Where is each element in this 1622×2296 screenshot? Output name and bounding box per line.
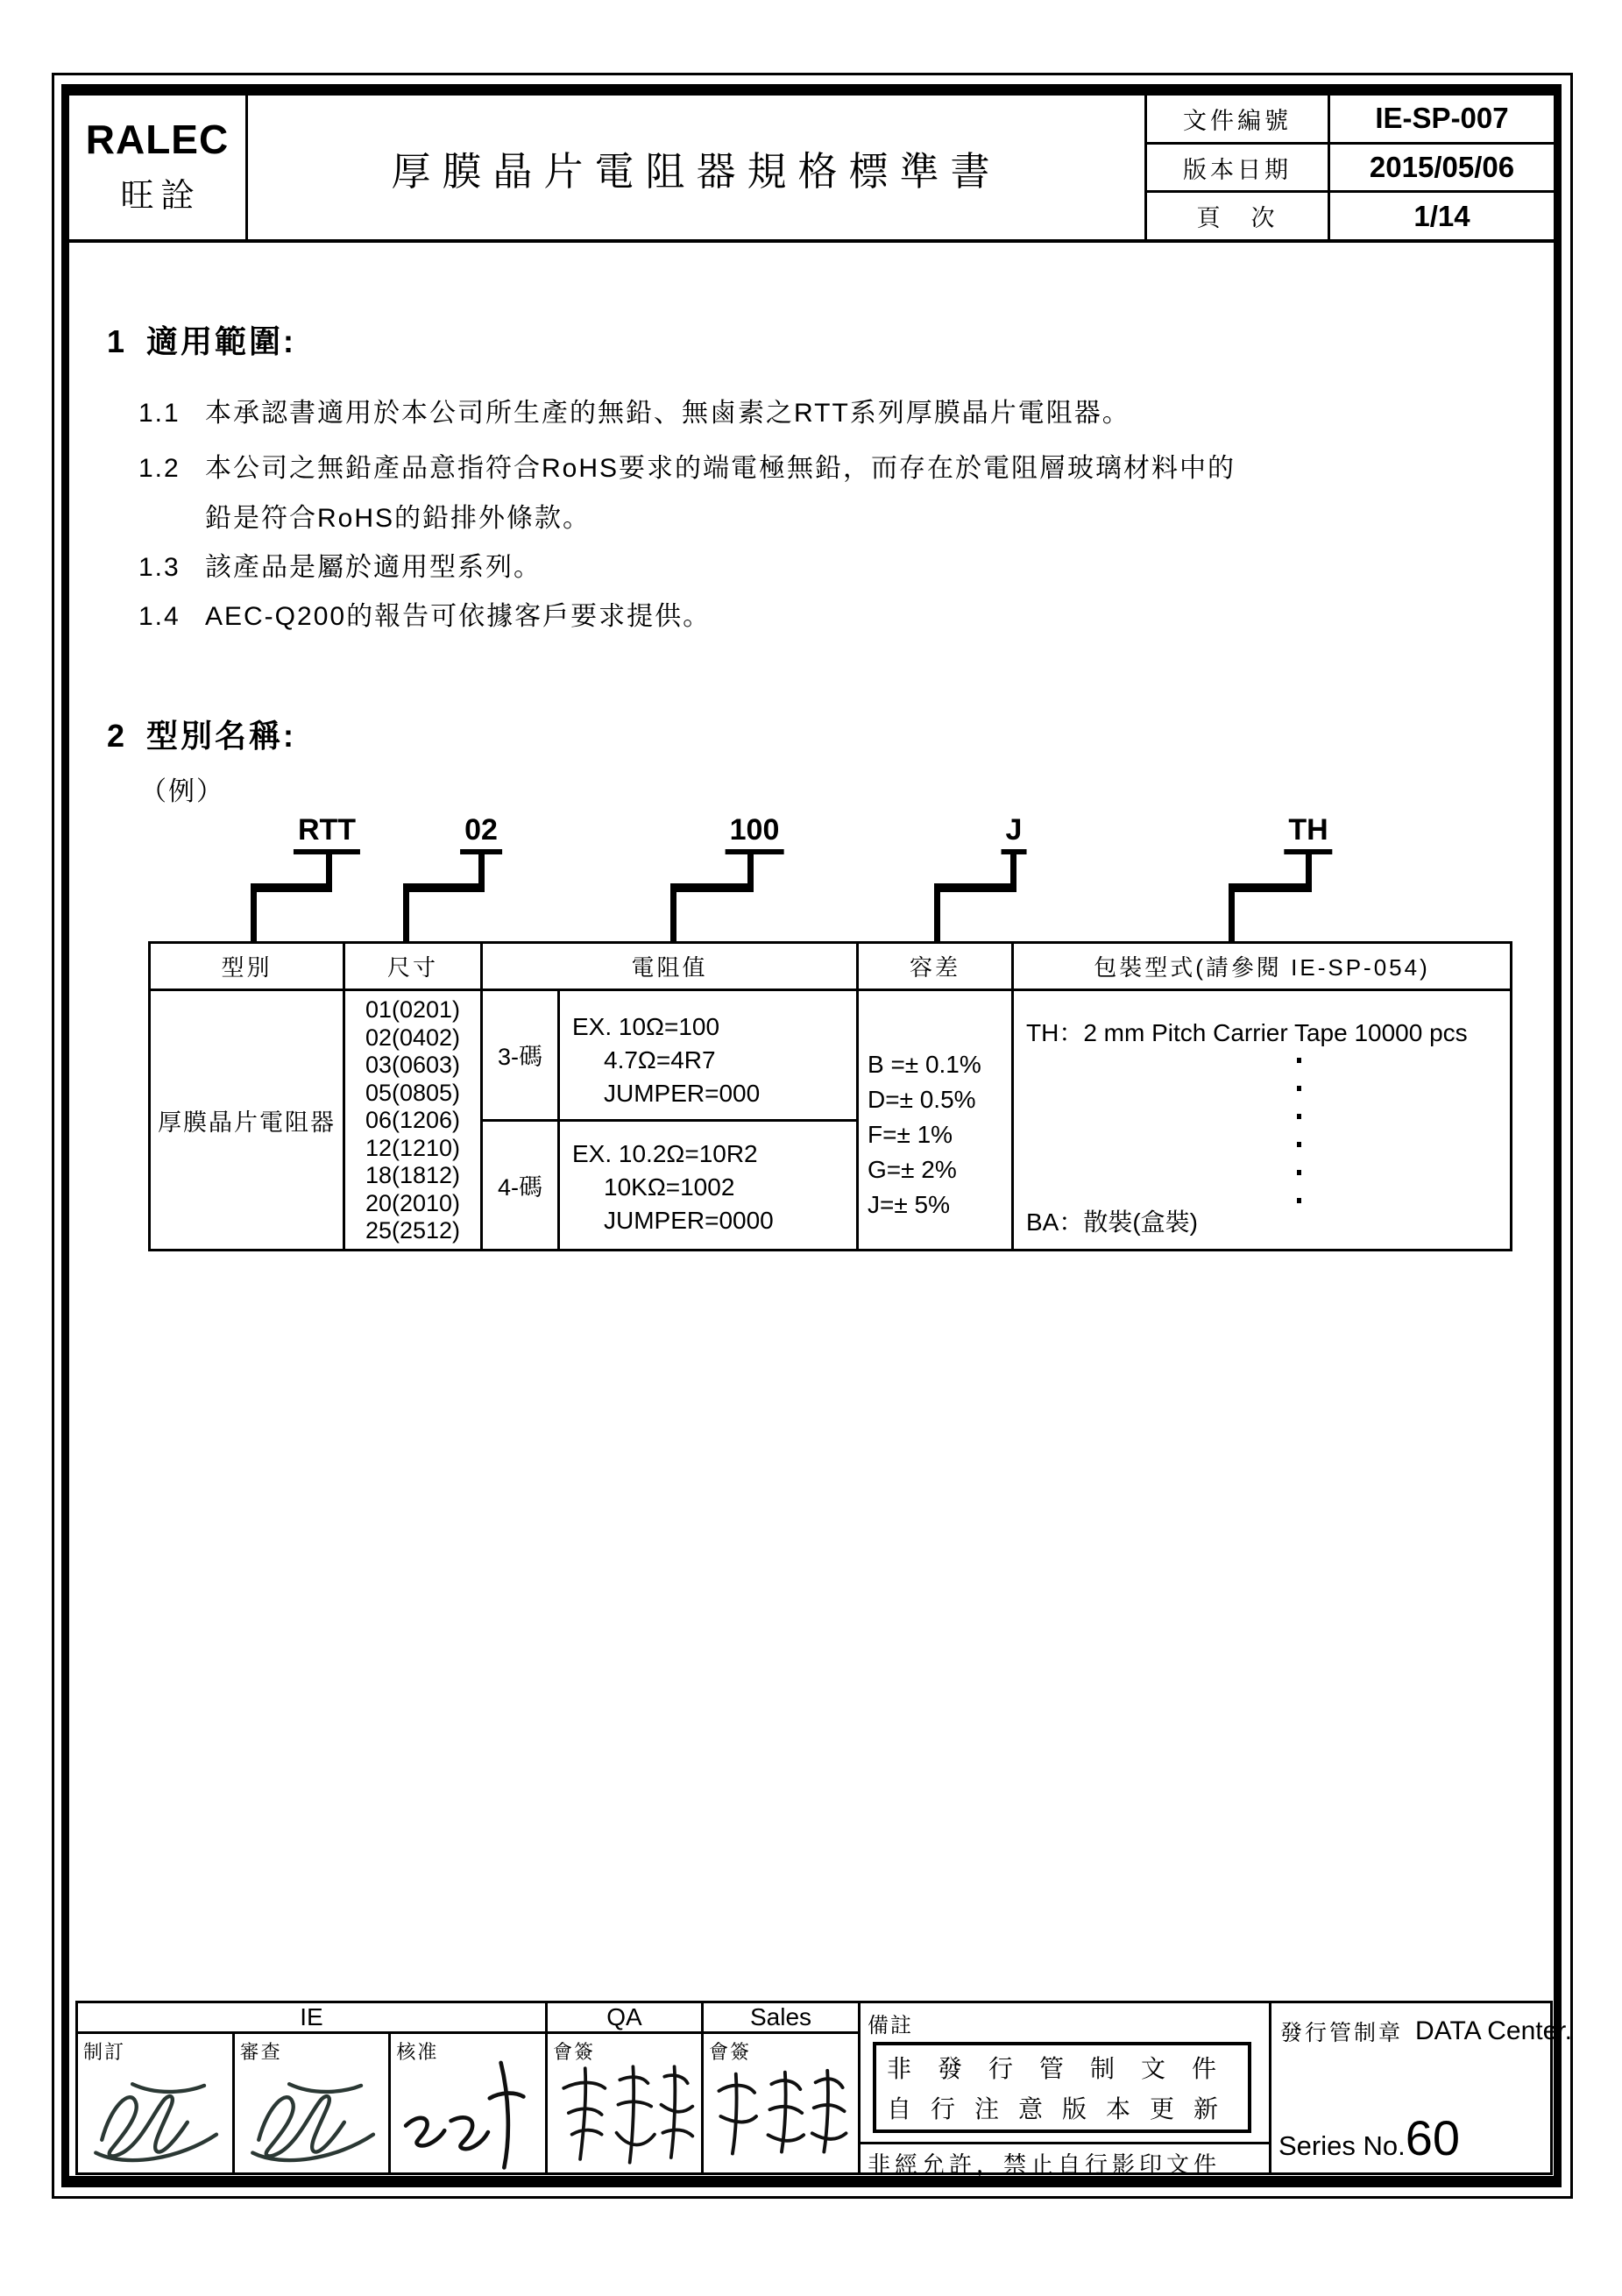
size-item: 05(0805) xyxy=(365,1079,461,1106)
sales-block xyxy=(704,2003,861,2172)
document-header xyxy=(69,96,1554,243)
connector-value-lead xyxy=(670,883,676,943)
clause-number: 1.3 xyxy=(138,553,181,582)
connector-size-lead xyxy=(403,883,409,943)
resistance-3-code-row xyxy=(483,991,856,1122)
code-packaging: TH xyxy=(1284,813,1332,854)
version-date-label: 版本日期 xyxy=(1147,145,1330,191)
clause-number: 1.4 xyxy=(138,602,181,631)
company-name: 旺詮 xyxy=(120,177,202,215)
section1-number: 1 xyxy=(107,323,128,359)
doc-number-label: 文件編號 xyxy=(1147,96,1330,142)
clause-text: 本承認書適用於本公司所生產的無鉛、無鹵素之RTT系列厚膜晶片電阻器。 xyxy=(205,399,1130,428)
cell-resistance xyxy=(483,991,859,1249)
tolerance-item: J=± 5% xyxy=(868,1191,950,1218)
section2-heading xyxy=(107,712,296,756)
resistance-example: 4.7Ω=4R7 xyxy=(604,1046,716,1074)
clause-1-1 xyxy=(138,391,1130,429)
connector-value-step xyxy=(670,883,754,892)
connector-size-step xyxy=(403,883,485,892)
size-item: 01(0201) xyxy=(365,996,461,1023)
dot xyxy=(1297,1198,1301,1203)
connector-packaging-lead xyxy=(1229,883,1235,943)
issue-control-row xyxy=(1280,2016,1572,2047)
brand-name: RALEC xyxy=(85,117,230,163)
resistance-example: JUMPER=000 xyxy=(604,1080,761,1107)
resistance-4-code-label: 4-碼 xyxy=(483,1122,560,1250)
clause-number: 1.2 xyxy=(138,454,181,483)
copy-prohibited-note: 非經允許，禁止自行影印文件 xyxy=(868,2151,1222,2178)
series-label: Series No. xyxy=(1278,2130,1406,2161)
connector-packaging-step xyxy=(1229,883,1312,892)
clause-1-2 xyxy=(138,446,1236,485)
clause-1-3 xyxy=(138,545,542,584)
size-item: 12(1210) xyxy=(365,1134,461,1161)
ellipsis-dots xyxy=(1297,1058,1301,1203)
cell-packaging xyxy=(1014,991,1510,1249)
countersign-sales-label: 會簽 xyxy=(709,2041,752,2063)
header-type: 型別 xyxy=(151,944,345,989)
size-item: 06(1206) xyxy=(365,1107,461,1133)
page-number-value: 1/14 xyxy=(1413,199,1470,232)
controlled-doc-stamp-box xyxy=(873,2042,1251,2133)
clause-number: 1.1 xyxy=(138,399,181,428)
resistance-4-code-row xyxy=(483,1122,856,1250)
dept-sales: Sales xyxy=(704,2003,858,2034)
tolerance-item: B =± 0.1% xyxy=(868,1051,981,1078)
signature-draft xyxy=(80,2067,234,2174)
version-date-value: 2015/05/06 xyxy=(1369,151,1515,183)
issue-control-cell xyxy=(1271,2003,1572,2172)
connector-tolerance-step xyxy=(934,883,1016,892)
tolerance-item: G=± 2% xyxy=(868,1156,957,1183)
header-tolerance: 容差 xyxy=(859,944,1014,989)
notes-cell xyxy=(861,2003,1271,2178)
size-item: 02(0402) xyxy=(365,1024,461,1051)
info-row-version-date xyxy=(1147,145,1554,194)
signature-review xyxy=(237,2067,391,2174)
page-number-label: 頁 次 xyxy=(1147,193,1330,239)
sales-sign-cell xyxy=(704,2034,858,2172)
cell-size-list xyxy=(345,991,483,1249)
clause-text: 本公司之無鉛產品意指符合RoHS要求的端電極無鉛，而存在於電阻層玻璃材料中的 xyxy=(205,454,1236,483)
document-info-table xyxy=(1144,96,1554,239)
code-series: RTT xyxy=(294,813,360,854)
part-table-body-row xyxy=(151,991,1510,1249)
signature-qa xyxy=(548,2057,702,2172)
section1-title: 適用範圍: xyxy=(146,323,297,359)
resistance-example: EX. 10.2Ω=10R2 xyxy=(572,1139,758,1167)
clause-1-2-continued xyxy=(205,496,591,535)
header-packaging: 包裝型式(請參閱 IE-SP-054) xyxy=(1094,954,1430,981)
approval-footer xyxy=(75,2001,1572,2178)
part-number-table xyxy=(148,941,1512,1251)
review-label: 審查 xyxy=(239,2041,282,2063)
tolerance-item: F=± 1% xyxy=(868,1121,953,1148)
qa-block xyxy=(548,2003,704,2172)
dept-ie: IE xyxy=(78,2003,545,2034)
resistance-3-code-examples xyxy=(560,991,856,1119)
code-size: 02 xyxy=(460,813,502,854)
resistance-example: EX. 10Ω=100 xyxy=(572,1013,720,1040)
sign-cell-draft xyxy=(78,2034,235,2172)
ie-block xyxy=(78,2003,548,2172)
sign-cell-approve xyxy=(391,2034,545,2172)
issue-control-label: 發行管制章 xyxy=(1280,2021,1404,2045)
connector-series-lead xyxy=(251,883,257,943)
packaging-th: TH：2 mm Pitch Carrier Tape 10000 pcs xyxy=(1026,1019,1468,1046)
dot xyxy=(1297,1142,1301,1147)
code-value: 100 xyxy=(726,813,784,854)
section2-number: 2 xyxy=(107,718,128,754)
section2-title: 型別名稱: xyxy=(146,718,297,754)
size-item: 03(0603) xyxy=(365,1052,461,1078)
dept-qa: QA xyxy=(548,2003,701,2034)
size-item: 18(1812) xyxy=(365,1162,461,1188)
size-item: 25(2512) xyxy=(365,1217,461,1244)
connector-series-step xyxy=(251,883,332,892)
dot xyxy=(1297,1114,1301,1119)
signature-approve xyxy=(393,2052,542,2172)
doc-number-value: IE-SP-007 xyxy=(1375,102,1509,135)
company-logo xyxy=(69,96,248,239)
issue-control-value: DATA Center. xyxy=(1415,2016,1572,2045)
info-row-page-number xyxy=(1147,193,1554,239)
cell-tolerance-list xyxy=(859,991,1014,1249)
notes-divider xyxy=(861,2142,1269,2144)
packaging-ba: BA：散裝(盒裝) xyxy=(1026,1208,1199,1236)
dot xyxy=(1297,1058,1301,1063)
resistance-example: 10KΩ=1002 xyxy=(604,1173,735,1201)
resistance-3-code-label: 3-碼 xyxy=(483,991,560,1119)
size-item: 20(2010) xyxy=(365,1189,461,1216)
title-cell xyxy=(248,96,1144,239)
part-table-header-row xyxy=(151,944,1510,991)
stamp-box-line2: 自行注意版本更新 xyxy=(887,2094,1238,2122)
clause-1-4 xyxy=(138,594,711,633)
header-value: 電阻值 xyxy=(483,944,859,989)
countersign-qa-label: 會簽 xyxy=(553,2041,596,2063)
header-size: 尺寸 xyxy=(345,944,483,989)
resistance-example: JUMPER=0000 xyxy=(604,1206,774,1234)
tolerance-item: D=± 0.5% xyxy=(868,1086,976,1113)
dot xyxy=(1297,1086,1301,1091)
code-tolerance: J xyxy=(1002,813,1027,854)
stamp-box-line1: 非發行管制文件 xyxy=(887,2055,1243,2083)
series-value: 60 xyxy=(1405,2110,1461,2165)
sign-cell-review xyxy=(235,2034,392,2172)
example-label: （例） xyxy=(140,777,224,806)
document-title: 厚膜晶片電阻器規格標準書 xyxy=(391,148,1002,194)
signature-sales xyxy=(705,2060,858,2171)
dot xyxy=(1297,1170,1301,1175)
qa-sign-cell xyxy=(548,2034,701,2172)
clause-text: 鉛是符合RoHS的鉛排外條款。 xyxy=(205,504,591,533)
resistance-4-code-examples xyxy=(560,1122,856,1250)
series-number-row xyxy=(1278,2110,1461,2165)
info-row-doc-number xyxy=(1147,96,1554,145)
draft-label: 制訂 xyxy=(83,2041,126,2063)
connector-tolerance-lead xyxy=(934,883,940,943)
cell-type-name: 厚膜晶片電阻器 xyxy=(151,991,345,1249)
clause-text: AEC-Q200的報告可依據客戶要求提供。 xyxy=(205,602,712,631)
notes-label: 備註 xyxy=(868,2014,913,2037)
clause-text: 該產品是屬於適用型系列。 xyxy=(205,553,542,582)
approve-label: 核准 xyxy=(396,2041,439,2063)
ie-sign-row xyxy=(78,2034,545,2172)
section1-heading xyxy=(107,317,296,362)
